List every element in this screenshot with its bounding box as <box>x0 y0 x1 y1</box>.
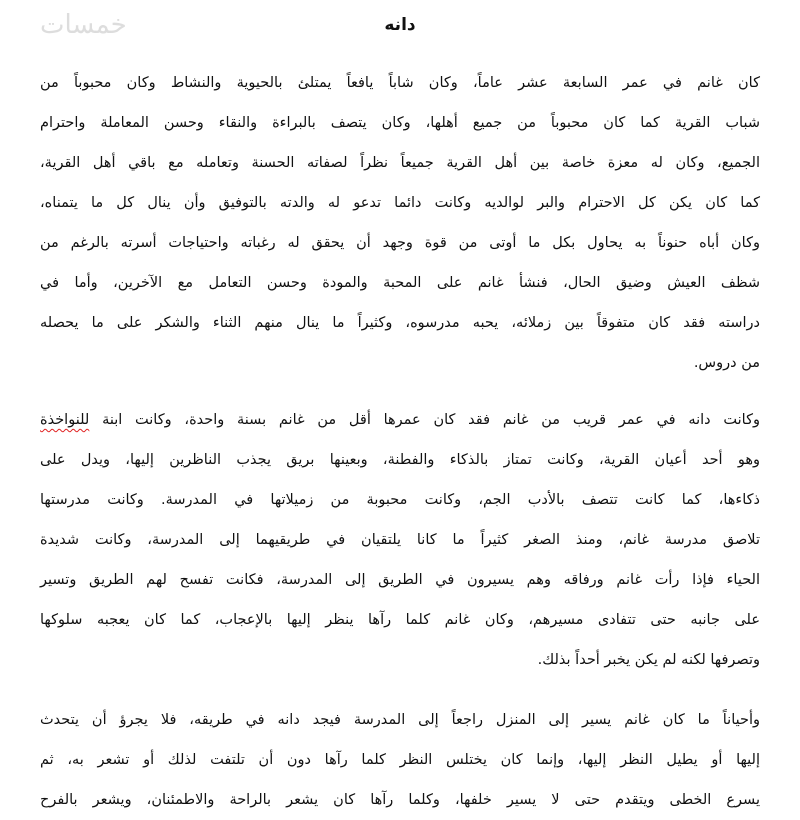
spellcheck-flagged-word[interactable]: للنواخذة <box>40 412 90 428</box>
text-line: كما كان يكن كل الاحترام والبر لوالديه وكانت دائما تدعو له والدته بالتوفيق وأن ينال كل ما يتمناه، <box>40 195 760 211</box>
watermark-logo: خمسات <box>40 10 127 40</box>
text-line: وهو أحد أعيان القرية، وكانت تمتاز بالذكاء والفطنة، وبعينها بريق يجذب الناظرين إليها، ويدل على <box>40 452 760 468</box>
text-line: شباب القرية كما كان محبوباً من جميع أهلها، وكان يتصف بالبراءة والنقاء وحسن المعاملة واحترام <box>40 115 760 131</box>
text-line: تلاصق مدرسة غانم، ومنذ الصغر كثيراً ما كانا يلتقيان في طريقيهما إلى المدرسة، وكانت شديدة <box>40 532 760 548</box>
text-line: شظف العيش وضيق الحال، فنشأ غانم على المحبة والمودة وحسن التعامل مع الآخرين، وأما في <box>40 275 760 291</box>
text-line-start: وكانت دانه في عمر قريب من غانم فقد كان عمرها أقل من غانم بسنة واحدة، وكانت ابنة <box>102 412 760 428</box>
document-title: دانه <box>384 15 416 35</box>
text-line: يسرع الخطى ويتقدم حتى لا يسير خلفها، وكلما رآها كان يشعر بالراحة والاطمئنان، ويشعر بالفرح <box>40 792 760 808</box>
text-line: إليها أو يطيل النظر إليها، وإنما كان يختلس النظر كلما رآها دون أن تلتفت لذلك أو تشعر به، ثم <box>40 752 760 768</box>
text-line: دراسته فقد كان متفوقاً بين زملائه، يحبه مدرسوه، وكثيراً ما ينال منهم الثناء والشكر على ما يحصله <box>40 315 760 331</box>
text-line: على جانبه حتى تتفادى مسيرهم، وكان غانم كلما رآها ينظر إليها بالإعجاب، كما كان يعجبه سلوكها <box>40 612 760 628</box>
text-line: الجميع، وكان له معزة خاصة بين أهل القرية جميعاً نظراً لصفاته الحسنة وتعامله مع باقي أهل القرية، <box>40 155 760 171</box>
text-line: الحياء فإذا رأت غانم ورفاقه وهم يسيرون في الطريق إلى المدرسة، فكانت تفسح لهم الطريق وتسير <box>40 572 760 588</box>
text-line: من دروس. <box>693 355 760 371</box>
text-line <box>40 400 760 440</box>
text-line: وكان أباه حنوناً به يحاول بكل ما أوتى من قوة وجهد أن يحقق له رغباته واحتياجات أسرته بالرغم من <box>40 235 760 251</box>
text-line: وتصرفها لكنه لم يكن يخبر أحداً بذلك. <box>537 652 760 668</box>
paragraph-3 <box>40 700 760 820</box>
text-line: كان غانم في عمر السابعة عشر عاماً، وكان شاباً يافعاً يمتلئ بالحيوية والنشاط وكان محبوباً من <box>40 75 760 91</box>
text-line: ذكاءها، كما كانت تتصف بالأدب الجم، وكانت محبوبة من زميلاتها في المدرسة. وكانت مدرستها <box>40 492 760 508</box>
text-line: وأحياناً ما كان غانم يسير إلى المنزل راجعاً إلى المدرسة فيجد دانه في طريقه، فلا يجرؤ أن يتحدث <box>40 712 760 728</box>
paragraph-2 <box>40 400 760 680</box>
paragraph-1 <box>40 63 760 383</box>
